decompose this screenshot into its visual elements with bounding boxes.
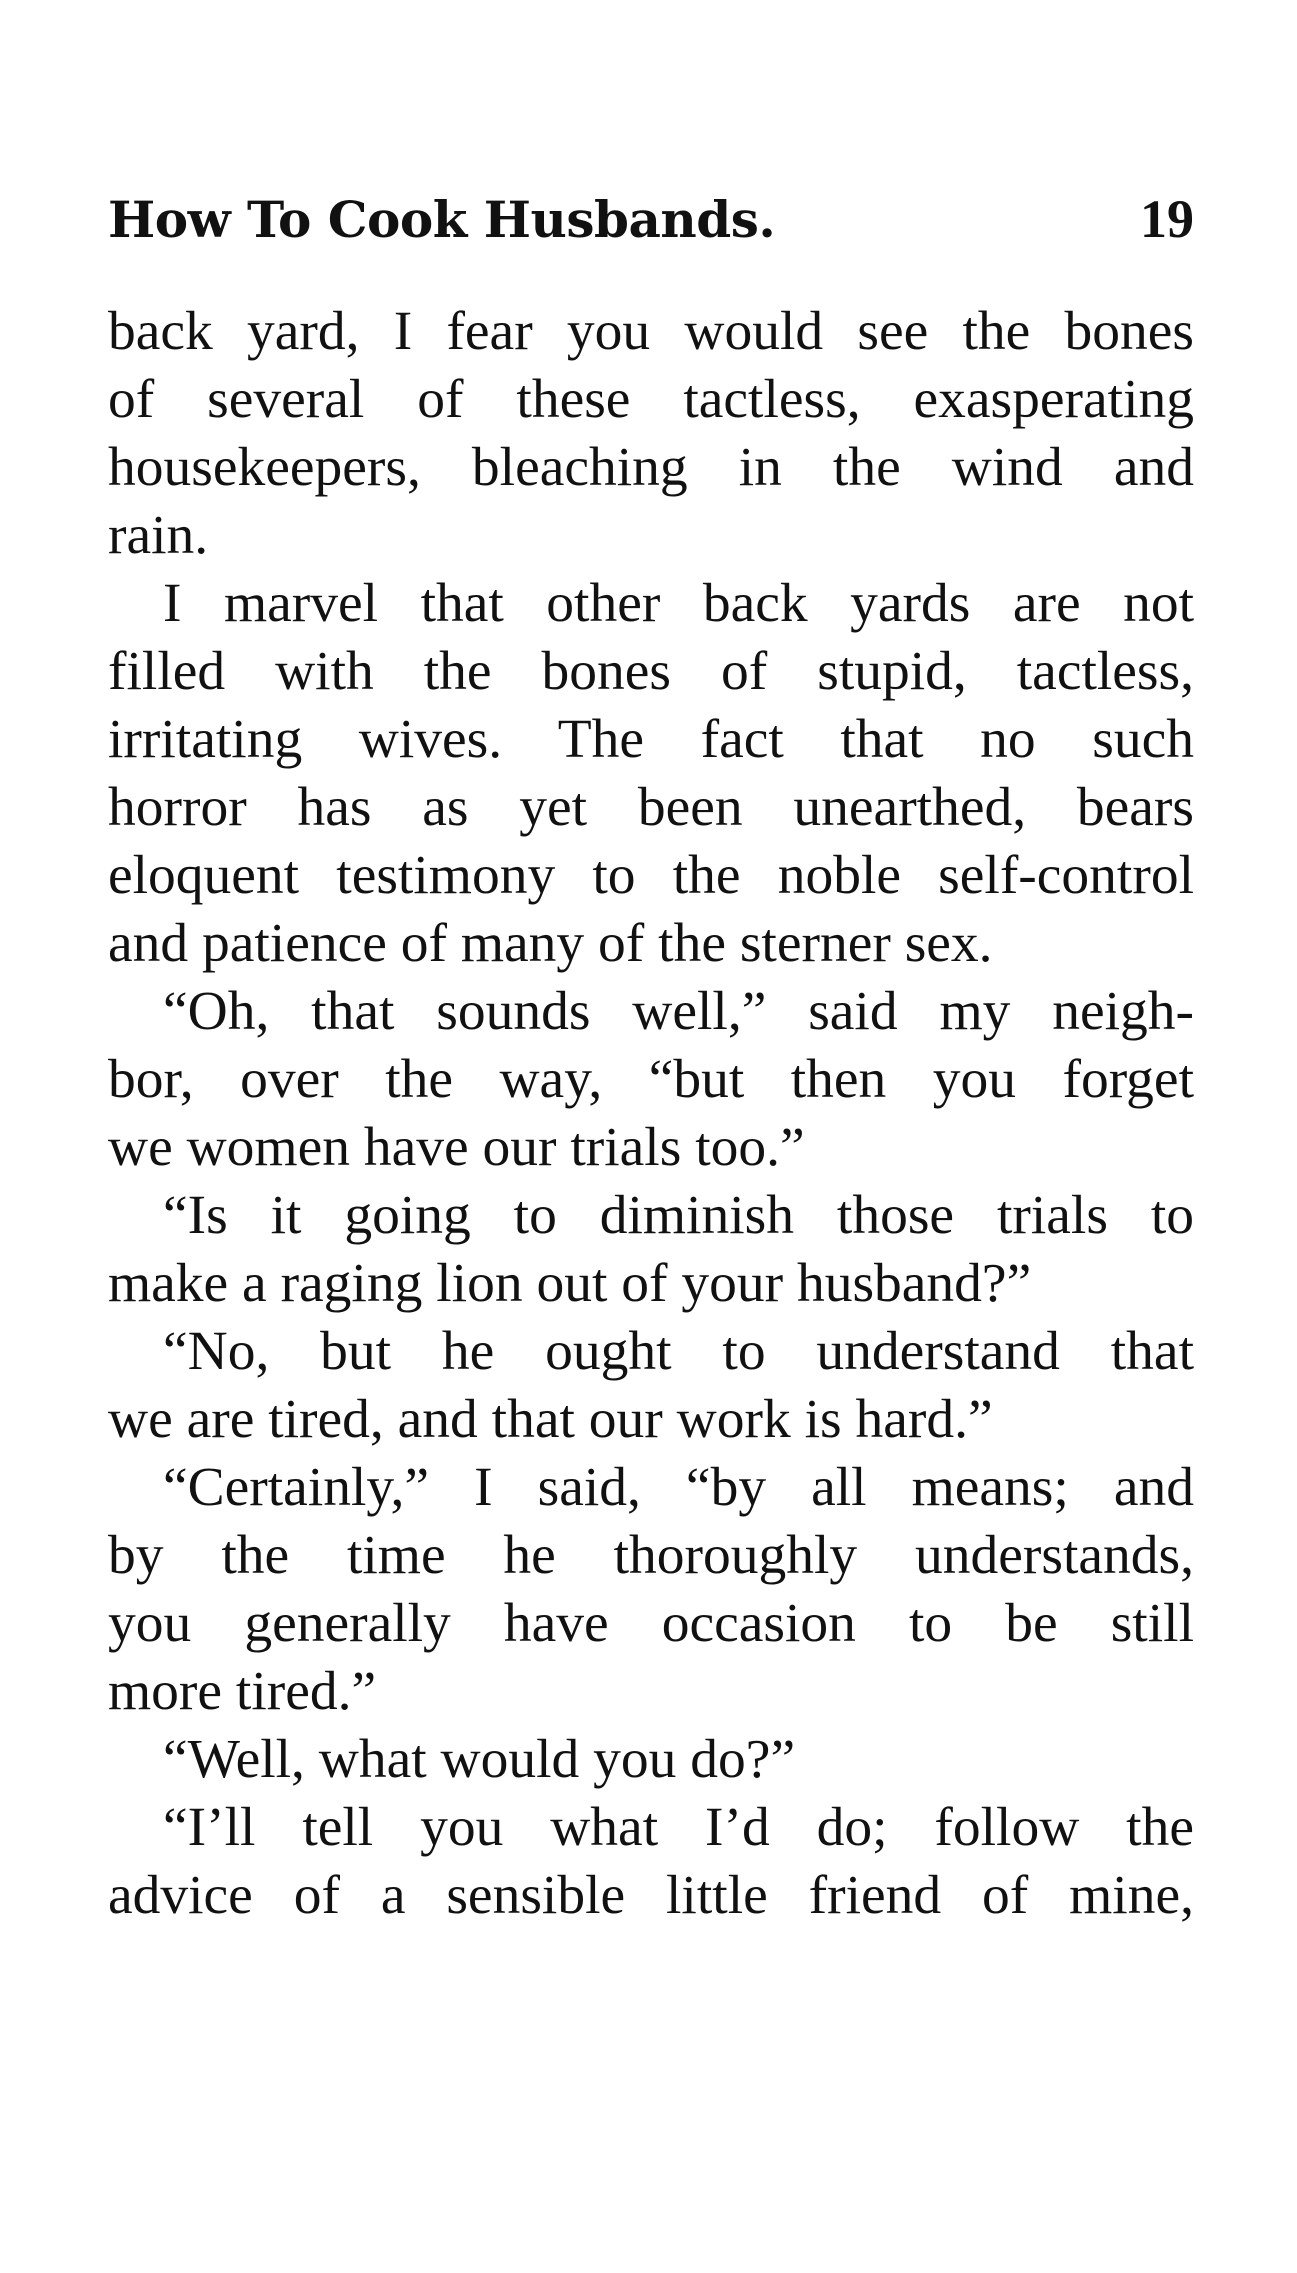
paragraph bbox=[108, 1182, 1194, 1318]
paragraph bbox=[108, 978, 1194, 1182]
paragraph bbox=[108, 298, 1194, 570]
text-line: I marvel that other back yards are not bbox=[163, 573, 1194, 634]
text-line: and patience of many of the sterner sex. bbox=[108, 913, 993, 974]
text-line: rain. bbox=[108, 505, 209, 566]
paragraph bbox=[108, 1794, 1194, 1930]
text-line: eloquent testimony to the noble self-control bbox=[108, 845, 1194, 906]
text-line: “Oh, that sounds well,” said my neigh- bbox=[163, 981, 1194, 1042]
text-line: we women have our trials too.” bbox=[108, 1117, 805, 1178]
text-line: “No, but he ought to understand that bbox=[163, 1321, 1194, 1382]
body-text bbox=[108, 298, 1194, 1930]
text-line: by the time he thoroughly understands, bbox=[108, 1525, 1194, 1586]
text-line: bor, over the way, “but then you forget bbox=[108, 1049, 1194, 1110]
paragraph bbox=[108, 1318, 1194, 1454]
text-line: more tired.” bbox=[108, 1661, 377, 1722]
text-line: make a raging lion out of your husband?” bbox=[108, 1253, 1032, 1314]
running-head-title: How To Cook Husbands. bbox=[108, 190, 776, 249]
running-head bbox=[108, 188, 1194, 268]
text-line: advice of a sensible little friend of mine, bbox=[108, 1865, 1194, 1926]
paragraph bbox=[108, 1726, 1194, 1794]
text-line: “Is it going to diminish those trials to bbox=[163, 1185, 1194, 1246]
text-line: you generally have occasion to be still bbox=[108, 1593, 1194, 1654]
text-line: “Certainly,” I said, “by all means; and bbox=[163, 1457, 1194, 1518]
text-line: housekeepers, bleaching in the wind and bbox=[108, 437, 1194, 498]
text-line: of several of these tactless, exasperating bbox=[108, 369, 1194, 430]
text-line: filled with the bones of stupid, tactless, bbox=[108, 641, 1194, 702]
paragraph bbox=[108, 1454, 1194, 1726]
page-number: 19 bbox=[1140, 189, 1194, 249]
paragraph bbox=[108, 570, 1194, 978]
text-line: back yard, I fear you would see the bones bbox=[108, 301, 1194, 362]
text-line: “Well, what would you do?” bbox=[163, 1729, 796, 1790]
text-line: “I’ll tell you what I’d do; follow the bbox=[163, 1797, 1194, 1858]
text-line: irritating wives. The fact that no such bbox=[108, 709, 1194, 770]
text-line: horror has as yet been unearthed, bears bbox=[108, 777, 1194, 838]
text-line: we are tired, and that our work is hard.” bbox=[108, 1389, 993, 1450]
